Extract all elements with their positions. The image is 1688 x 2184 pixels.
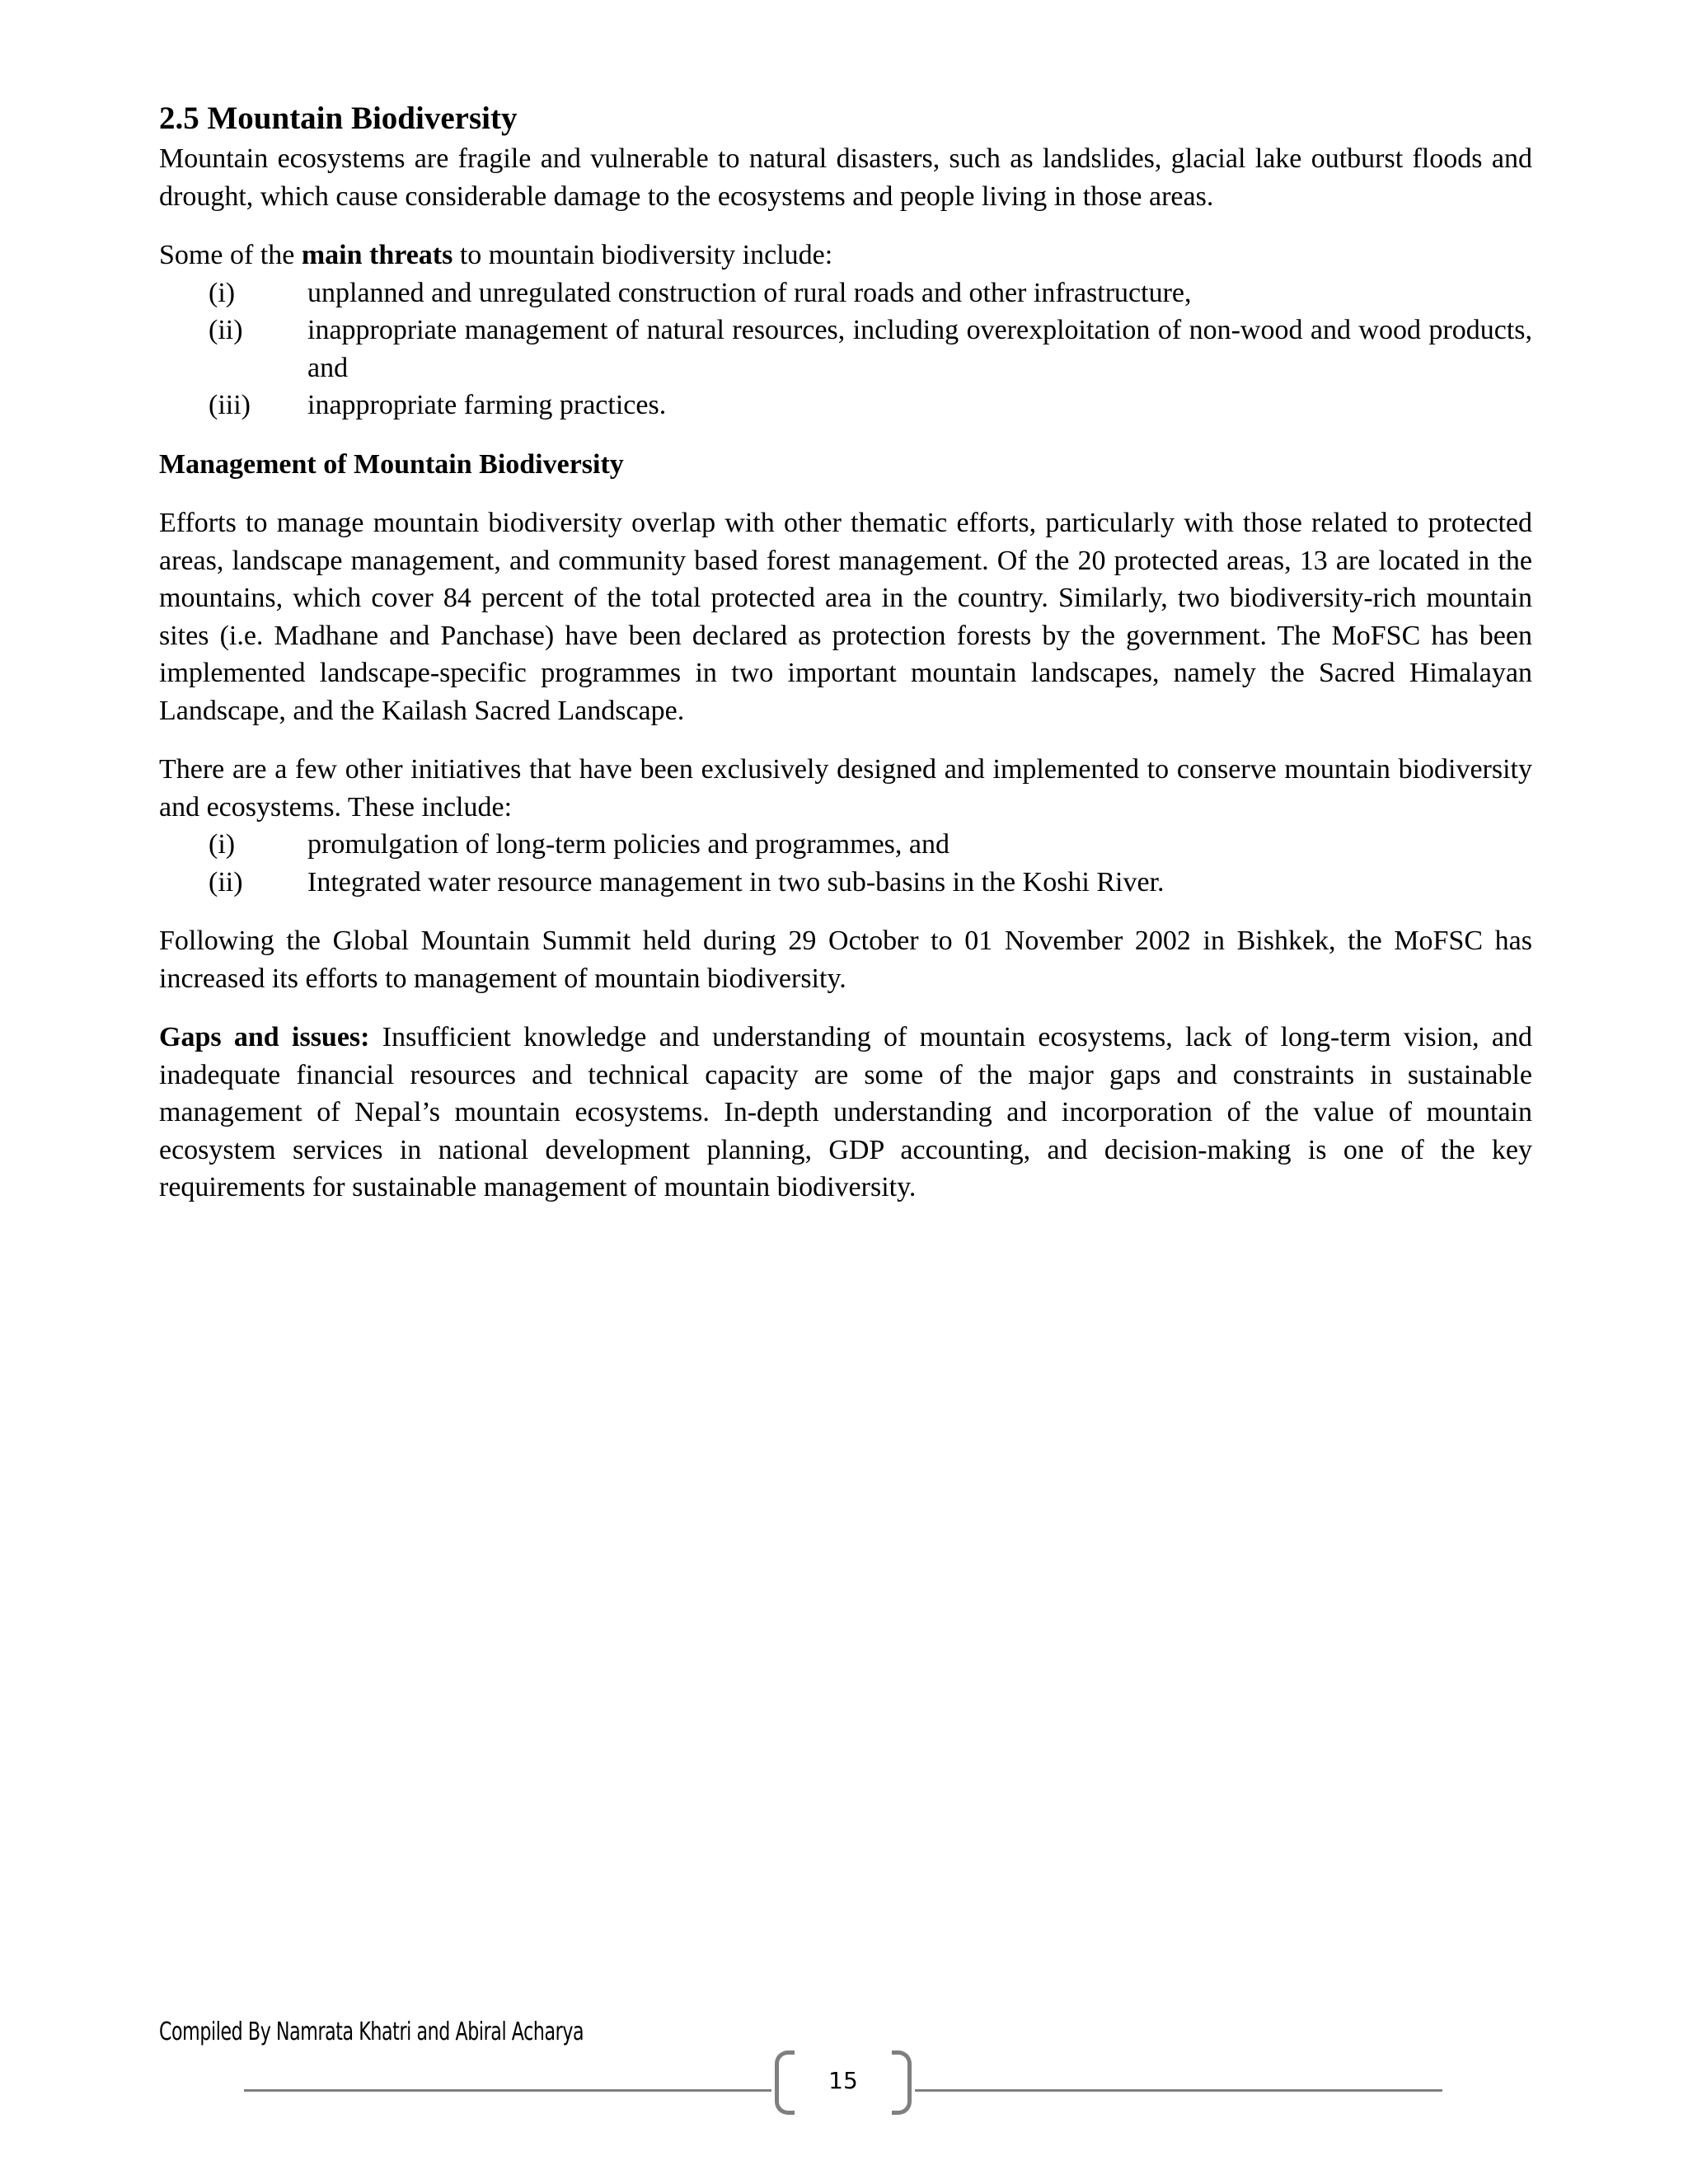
- summit-paragraph: Following the Global Mountain Summit held during 29 October to 01 November 2002 in Bishkek, the MoFSC has increased its efforts to management of mountain biodiversity.: [159, 926, 1532, 994]
- management-heading: Management of Mountain Biodiversity: [159, 448, 624, 480]
- threats-list: [159, 274, 1532, 424]
- list-number: (i): [209, 829, 236, 860]
- list-text: inappropriate farming practices.: [307, 390, 667, 420]
- list-number: (ii): [209, 315, 243, 345]
- management-paragraph: Efforts to manage mountain biodiversity overlap with other thematic efforts, particularly with those related to protected areas, landscape management, and community based forest management. Of the 20 protected areas, 13 are located in the mountains, which cover 84 percent of the total protected area in the country. Similarly, two biodiversity-rich mountain sites (i.e. Madhane and Panchase) have been declared as protection forests by the government. The MoFSC has been implemented landscape-specific programmes in two important mountain landscapes, namely the Sacred Himalayan Landscape, and the Kailash Sacred Landscape.: [159, 508, 1532, 726]
- section-title: 2.5 Mountain Biodiversity: [159, 101, 518, 136]
- threats-lead: [159, 237, 1532, 274]
- list-item: [159, 274, 1532, 312]
- list-number: (i): [209, 277, 236, 308]
- footer-rule-right: [915, 2089, 1442, 2092]
- list-text: promulgation of long-term policies and programmes, and: [307, 829, 950, 860]
- list-number: (iii): [209, 390, 251, 420]
- gaps-paragraph: [159, 1019, 1532, 1207]
- list-item: [159, 312, 1532, 387]
- list-text: inappropriate management of natural resources, including overexploitation of non-wood and wood products, and: [307, 315, 1532, 383]
- list-text: unplanned and unregulated construction of rural roads and other infrastructure,: [307, 277, 1192, 308]
- right-brace-icon: [892, 2050, 912, 2115]
- footer-credit: Compiled By Namrata Khatri and Abiral Acharya: [159, 2018, 584, 2046]
- list-item: [159, 826, 1532, 864]
- list-item: [159, 387, 1532, 424]
- initiatives-lead: There are a few other initiatives that have been exclusively designed and implemented to conserve mountain biodiversity and ecosystems. These include:: [159, 754, 1532, 823]
- footer-rule-left: [244, 2089, 771, 2092]
- threats-lead-bold: main threats: [301, 240, 453, 270]
- initiatives-list: [159, 826, 1532, 901]
- document-body: [159, 97, 1532, 1207]
- gaps-label: Gaps and issues:: [159, 1022, 370, 1052]
- list-number: (ii): [209, 866, 243, 898]
- threats-lead-text: Some of the: [159, 240, 302, 270]
- gaps-text: Insufficient knowledge and understanding of mountain ecosystems, lack of long-term vision, and inadequate financial resources and technical capacity are some of the major gaps and constraints in sustainable management of Nepal’s mountain ecosystems. In-depth understanding and incorporation of the value of mountain ecosystem services in national development planning, GDP accounting, and decision-making is one of the key requirements for sustainable management of mountain biodiversity.: [159, 1022, 1532, 1202]
- list-text: Integrated water resource management in two sub-basins in the Koshi River.: [307, 866, 1165, 898]
- page-number: 15: [828, 2067, 858, 2094]
- left-brace-icon: [775, 2050, 795, 2115]
- threats-lead-text-end: to mountain biodiversity include:: [452, 240, 833, 270]
- list-item: [159, 864, 1532, 902]
- intro-paragraph: Mountain ecosystems are fragile and vulnerable to natural disasters, such as landslides, glacial lake outburst floods and drought, which cause considerable damage to the ecosystems and people living in those areas.: [159, 143, 1532, 212]
